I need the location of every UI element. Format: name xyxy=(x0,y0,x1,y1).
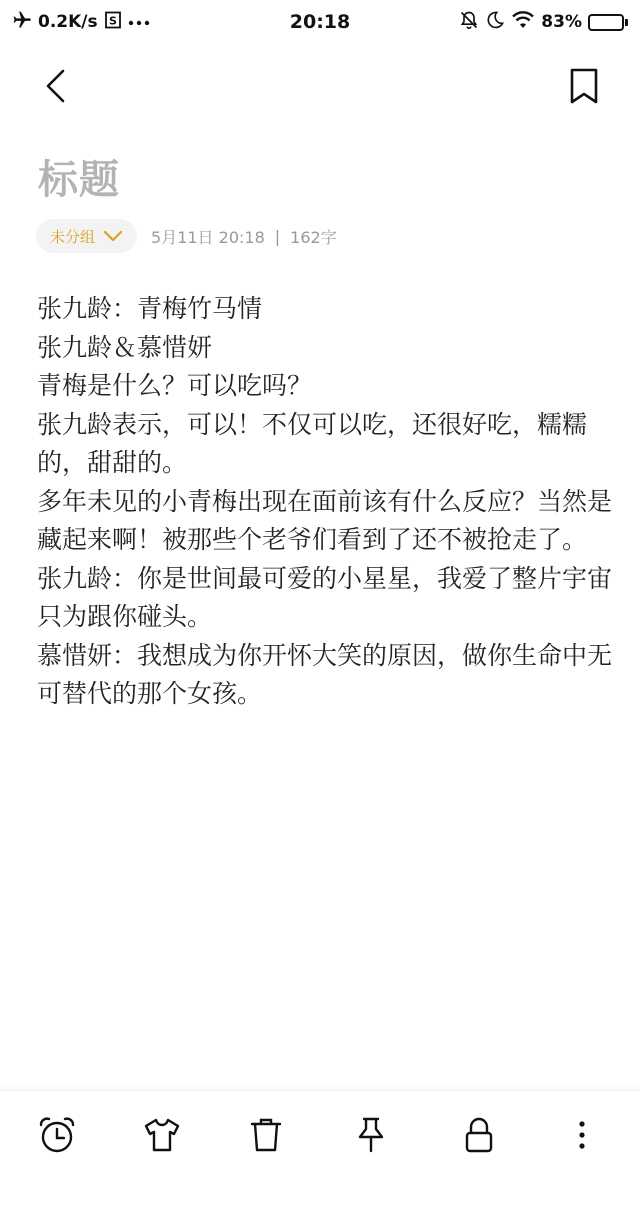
note-paragraph: 张九龄：青梅竹马情 xyxy=(37,294,263,323)
wifi-icon xyxy=(511,10,535,35)
note-meta xyxy=(36,218,337,254)
status-left xyxy=(12,10,150,35)
meta-separator: | xyxy=(274,226,281,246)
group-label: 未分组 xyxy=(50,227,96,246)
note-paragraph: 张九龄表示，可以！不仅可以吃，还很好吃，糯糯的，甜甜的。 xyxy=(37,409,588,477)
delete-button[interactable] xyxy=(244,1113,288,1157)
airplane-icon xyxy=(12,10,32,35)
top-bar xyxy=(0,56,640,116)
group-selector[interactable] xyxy=(36,219,137,253)
pin-button[interactable] xyxy=(349,1113,393,1157)
bookmark-button[interactable] xyxy=(564,66,604,106)
mute-bell-icon xyxy=(459,10,479,35)
svg-text:S: S xyxy=(108,14,117,27)
chevron-down-icon xyxy=(103,230,123,242)
status-bar xyxy=(0,0,640,44)
back-button[interactable] xyxy=(36,66,76,106)
sim-icon xyxy=(104,11,122,34)
alarm-clock-icon xyxy=(37,1115,77,1155)
note-paragraph: 青梅是什么？可以吃吗？ xyxy=(37,371,313,400)
pin-icon xyxy=(351,1115,391,1155)
trash-icon xyxy=(246,1115,286,1155)
note-paragraph: 张九龄＆慕惜妍 xyxy=(37,332,213,362)
network-speed: 0.2K/s xyxy=(38,12,98,32)
reminder-button[interactable] xyxy=(35,1113,79,1157)
lock-icon xyxy=(459,1115,499,1155)
clock: 20:18 xyxy=(289,11,351,33)
back-arrow-icon xyxy=(43,68,69,104)
note-body[interactable] xyxy=(37,290,617,714)
shirt-icon xyxy=(142,1115,182,1155)
lock-button[interactable] xyxy=(457,1113,501,1157)
note-info xyxy=(151,225,337,248)
note-paragraph: 多年未见的小青梅出现在面前该有什么反应？当然是藏起来啊！被那些个老爷们看到了还不被抢走了。 xyxy=(37,486,613,554)
note-title-input[interactable]: 标题 xyxy=(38,157,120,203)
bookmark-icon xyxy=(569,68,599,104)
status-right xyxy=(459,10,628,35)
note-paragraph: 张九龄：你是世间最可爱的小星星，我爱了整片宇宙只为跟你碰头。 xyxy=(37,563,613,631)
battery-icon xyxy=(588,14,628,31)
note-date: 5月11日 20:18 xyxy=(151,227,265,247)
note-paragraph: 慕惜妍：我想成为你开怀大笑的原因，做你生命中无可替代的那个女孩。 xyxy=(37,640,613,708)
battery-percent: 83% xyxy=(541,12,582,32)
theme-button[interactable] xyxy=(140,1113,184,1157)
char-count: 162字 xyxy=(290,227,337,247)
moon-icon xyxy=(485,10,505,35)
more-button[interactable] xyxy=(560,1113,604,1157)
more-vertical-icon xyxy=(562,1115,602,1155)
more-dots-icon xyxy=(128,12,150,32)
bottom-toolbar xyxy=(0,1090,640,1206)
